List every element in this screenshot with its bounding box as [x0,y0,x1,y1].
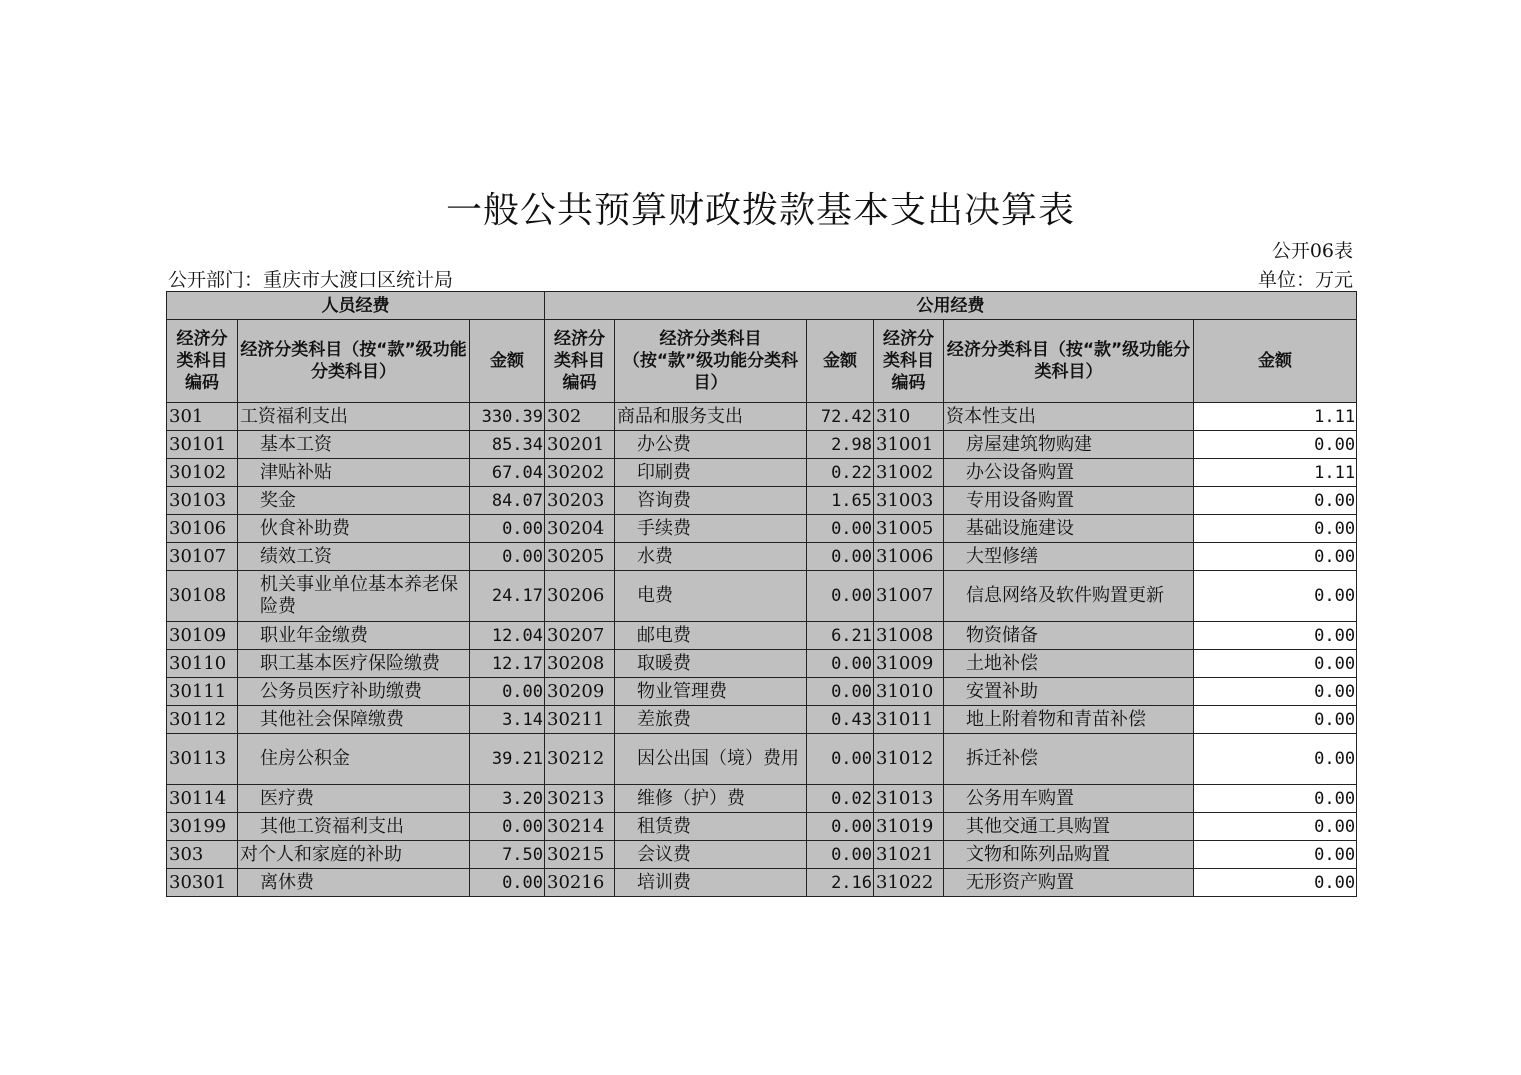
amount-cell: 0.00 [807,650,874,678]
economic-code-cell: 30212 [545,734,615,785]
economic-code-cell: 30201 [545,431,615,459]
economic-code-cell: 30205 [545,543,615,571]
amount-cell: 1.11 [1194,403,1357,431]
economic-code-cell: 31021 [874,841,944,869]
amount-cell: 0.00 [1194,678,1357,706]
table-row [167,622,1357,650]
economic-code-cell: 302 [545,403,615,431]
item-name-cell: 公务用车购置 [944,785,1194,813]
table-row [167,487,1357,515]
amount-cell: 39.21 [470,734,545,785]
amount-cell: 0.22 [807,459,874,487]
table-row [167,869,1357,897]
economic-code-cell: 30207 [545,622,615,650]
table-row [167,678,1357,706]
amount-cell: 0.00 [1194,706,1357,734]
economic-code-cell: 31007 [874,571,944,622]
item-name-cell: 资本性支出 [944,403,1194,431]
economic-code-cell: 31001 [874,431,944,459]
expenditure-table [166,291,1357,897]
economic-code-cell: 30202 [545,459,615,487]
amount-cell: 330.39 [470,403,545,431]
economic-code-cell: 30108 [167,571,238,622]
economic-code-cell: 30103 [167,487,238,515]
economic-code-cell: 30113 [167,734,238,785]
item-name-cell: 因公出国（境）费用 [615,734,807,785]
amount-cell: 12.04 [470,622,545,650]
item-name-cell: 工资福利支出 [238,403,470,431]
economic-code-cell: 31012 [874,734,944,785]
item-name-cell: 办公费 [615,431,807,459]
col-header-name: 经济分类科目（按“款”级功能分类科目） [615,320,807,403]
amount-cell: 0.00 [807,515,874,543]
table-row [167,785,1357,813]
table-row [167,571,1357,622]
item-name-cell: 基础设施建设 [944,515,1194,543]
item-name-cell: 职工基本医疗保险缴费 [238,650,470,678]
amount-cell: 0.00 [1194,650,1357,678]
amount-cell: 2.16 [807,869,874,897]
col-header-code: 经济分类科目编码 [874,320,944,403]
item-name-cell: 信息网络及软件购置更新 [944,571,1194,622]
amount-cell: 0.00 [1194,571,1357,622]
economic-code-cell: 303 [167,841,238,869]
economic-code-cell: 30107 [167,543,238,571]
item-name-cell: 会议费 [615,841,807,869]
item-name-cell: 机关事业单位基本养老保险费 [238,571,470,622]
amount-cell: 0.00 [470,813,545,841]
amount-cell: 1.11 [1194,459,1357,487]
item-name-cell: 办公设备购置 [944,459,1194,487]
economic-code-cell: 30211 [545,706,615,734]
item-name-cell: 商品和服务支出 [615,403,807,431]
item-name-cell: 邮电费 [615,622,807,650]
unit-label: 单位：万元 [1257,269,1353,291]
economic-code-cell: 310 [874,403,944,431]
economic-code-cell: 30214 [545,813,615,841]
amount-cell: 0.02 [807,785,874,813]
item-name-cell: 物业管理费 [615,678,807,706]
economic-code-cell: 30209 [545,678,615,706]
table-row [167,431,1357,459]
amount-cell: 0.00 [470,869,545,897]
item-name-cell: 安置补助 [944,678,1194,706]
table-row [167,706,1357,734]
economic-code-cell: 30216 [545,869,615,897]
amount-cell: 2.98 [807,431,874,459]
item-name-cell: 印刷费 [615,459,807,487]
economic-code-cell: 31008 [874,622,944,650]
item-name-cell: 津贴补贴 [238,459,470,487]
economic-code-cell: 30106 [167,515,238,543]
amount-cell: 6.21 [807,622,874,650]
table-row [167,734,1357,785]
economic-code-cell: 30301 [167,869,238,897]
amount-cell: 0.00 [807,841,874,869]
page-title: 一般公共预算财政拨款基本支出决算表 [445,190,1075,231]
item-name-cell: 公务员医疗补助缴费 [238,678,470,706]
item-name-cell: 基本工资 [238,431,470,459]
item-name-cell: 房屋建筑物购建 [944,431,1194,459]
table-row [167,813,1357,841]
amount-cell: 7.50 [470,841,545,869]
economic-code-cell: 30114 [167,785,238,813]
amount-cell: 0.00 [1194,543,1357,571]
economic-code-cell: 30112 [167,706,238,734]
economic-code-cell: 30215 [545,841,615,869]
amount-cell: 0.00 [470,678,545,706]
table-row [167,543,1357,571]
economic-code-cell: 30203 [545,487,615,515]
item-name-cell: 专用设备购置 [944,487,1194,515]
amount-cell: 0.00 [470,515,545,543]
economic-code-cell: 30102 [167,459,238,487]
col-header-amount: 金额 [1194,320,1357,403]
item-name-cell: 维修（护）费 [615,785,807,813]
economic-code-cell: 31003 [874,487,944,515]
item-name-cell: 医疗费 [238,785,470,813]
economic-code-cell: 31005 [874,515,944,543]
economic-code-cell: 30199 [167,813,238,841]
col-header-name: 经济分类科目（按“款”级功能分类科目） [238,320,470,403]
amount-cell: 72.42 [807,403,874,431]
col-header-amount: 金额 [470,320,545,403]
group-header-personnel: 人员经费 [167,292,545,320]
amount-cell: 0.00 [1194,734,1357,785]
economic-code-cell: 31019 [874,813,944,841]
economic-code-cell: 30206 [545,571,615,622]
item-name-cell: 水费 [615,543,807,571]
item-name-cell: 物资储备 [944,622,1194,650]
item-name-cell: 取暖费 [615,650,807,678]
col-header-name: 经济分类科目（按“款”级功能分类科目） [944,320,1194,403]
item-name-cell: 奖金 [238,487,470,515]
economic-code-cell: 31010 [874,678,944,706]
amount-cell: 3.20 [470,785,545,813]
item-name-cell: 绩效工资 [238,543,470,571]
amount-cell: 0.00 [470,543,545,571]
table-row [167,515,1357,543]
col-header-code: 经济分类科目编码 [545,320,615,403]
item-name-cell: 手续费 [615,515,807,543]
amount-cell: 0.00 [1194,841,1357,869]
form-number: 公开06表 [1271,240,1353,262]
amount-cell: 0.00 [1194,813,1357,841]
item-name-cell: 其他社会保障缴费 [238,706,470,734]
item-name-cell: 大型修缮 [944,543,1194,571]
item-name-cell: 拆迁补偿 [944,734,1194,785]
amount-cell: 84.07 [470,487,545,515]
economic-code-cell: 31022 [874,869,944,897]
item-name-cell: 无形资产购置 [944,869,1194,897]
amount-cell: 12.17 [470,650,545,678]
item-name-cell: 其他交通工具购置 [944,813,1194,841]
item-name-cell: 伙食补助费 [238,515,470,543]
economic-code-cell: 301 [167,403,238,431]
economic-code-cell: 31009 [874,650,944,678]
item-name-cell: 电费 [615,571,807,622]
col-header-code: 经济分类科目编码 [167,320,238,403]
economic-code-cell: 30109 [167,622,238,650]
col-header-amount: 金额 [807,320,874,403]
amount-cell: 0.00 [1194,785,1357,813]
table-row [167,403,1357,431]
item-name-cell: 咨询费 [615,487,807,515]
item-name-cell: 离休费 [238,869,470,897]
economic-code-cell: 30208 [545,650,615,678]
economic-code-cell: 31002 [874,459,944,487]
economic-code-cell: 31006 [874,543,944,571]
item-name-cell: 土地补偿 [944,650,1194,678]
amount-cell: 0.00 [807,813,874,841]
amount-cell: 0.00 [1194,622,1357,650]
group-header-public: 公用经费 [545,292,1357,320]
table-row [167,459,1357,487]
table-row [167,841,1357,869]
item-name-cell: 培训费 [615,869,807,897]
amount-cell: 1.65 [807,487,874,515]
amount-cell: 24.17 [470,571,545,622]
item-name-cell: 其他工资福利支出 [238,813,470,841]
amount-cell: 85.34 [470,431,545,459]
amount-cell: 0.00 [1194,869,1357,897]
economic-code-cell: 30101 [167,431,238,459]
item-name-cell: 住房公积金 [238,734,470,785]
item-name-cell: 租赁费 [615,813,807,841]
economic-code-cell: 30213 [545,785,615,813]
amount-cell: 0.00 [1194,515,1357,543]
economic-code-cell: 31013 [874,785,944,813]
item-name-cell: 对个人和家庭的补助 [238,841,470,869]
amount-cell: 0.00 [807,543,874,571]
item-name-cell: 差旅费 [615,706,807,734]
table-row [167,650,1357,678]
amount-cell: 0.43 [807,706,874,734]
economic-code-cell: 30204 [545,515,615,543]
amount-cell: 0.00 [807,678,874,706]
amount-cell: 3.14 [470,706,545,734]
amount-cell: 67.04 [470,459,545,487]
economic-code-cell: 31011 [874,706,944,734]
amount-cell: 0.00 [1194,431,1357,459]
economic-code-cell: 30111 [167,678,238,706]
economic-code-cell: 30110 [167,650,238,678]
item-name-cell: 文物和陈列品购置 [944,841,1194,869]
amount-cell: 0.00 [807,734,874,785]
amount-cell: 0.00 [1194,487,1357,515]
amount-cell: 0.00 [807,571,874,622]
item-name-cell: 职业年金缴费 [238,622,470,650]
item-name-cell: 地上附着物和青苗补偿 [944,706,1194,734]
department-label: 公开部门：重庆市大渡口区统计局 [168,269,454,291]
table-body [167,403,1357,897]
